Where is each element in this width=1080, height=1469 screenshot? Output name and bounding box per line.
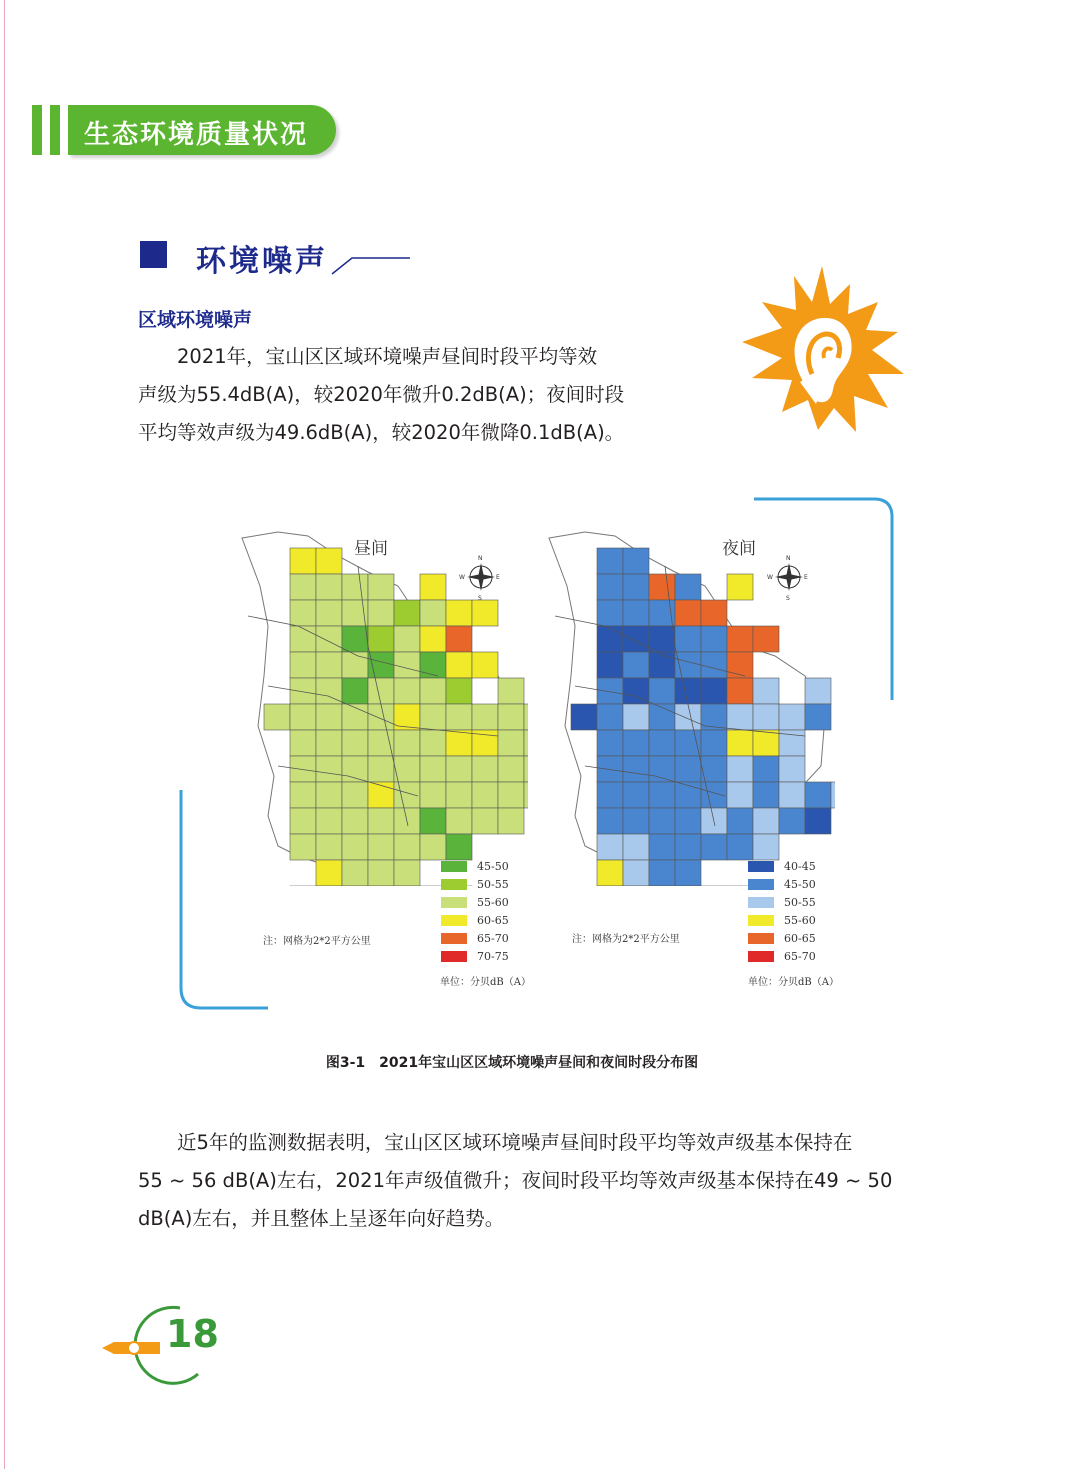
legend-item [748, 896, 858, 910]
grid-cell [446, 600, 472, 626]
grid-cell [675, 834, 701, 860]
paragraph-line: 平均等效声级为49.6dB(A)，较2020年微降0.1dB(A)。 [138, 421, 625, 444]
grid-cell [805, 678, 831, 704]
grid-cell [623, 756, 649, 782]
paragraph-line: 近5年的监测数据表明，宝山区区域环境噪声昼间时段平均等效声级基本保持在 [138, 1131, 853, 1154]
grid-cell [446, 756, 472, 782]
grid-cell [420, 756, 446, 782]
grid-cell [498, 730, 524, 756]
grid-cell [727, 756, 753, 782]
grid-cell [753, 834, 779, 860]
grid-cell [753, 756, 779, 782]
grid-cell [368, 834, 394, 860]
grid-cell [805, 782, 831, 808]
grid-cell [753, 782, 779, 808]
grid-cell [394, 600, 420, 626]
grid-cell [446, 834, 472, 860]
grid-cell [316, 704, 342, 730]
legend-label: 45-50 [784, 878, 816, 891]
grid-cell [779, 704, 805, 730]
grid-cell [342, 808, 368, 834]
grid-cell [524, 704, 528, 730]
grid-cell [394, 678, 420, 704]
legend-item [748, 932, 858, 946]
section-title-underline [330, 252, 412, 276]
grid-cell [701, 834, 727, 860]
grid-cell [342, 782, 368, 808]
grid-cell [701, 782, 727, 808]
grid-cell [701, 678, 727, 704]
grid-cell [701, 600, 727, 626]
grid-cell [420, 704, 446, 730]
grid-cell [316, 860, 342, 886]
banner-stripe [50, 105, 60, 155]
grid-cell [623, 652, 649, 678]
grid-cell [597, 730, 623, 756]
legend-item [441, 932, 551, 946]
legend-swatch [441, 897, 467, 908]
legend-item [748, 878, 858, 892]
grid-cell [472, 600, 498, 626]
grid-cell [675, 704, 701, 730]
grid-cell [571, 704, 597, 730]
grid-cell [368, 782, 394, 808]
grid-cell [446, 730, 472, 756]
grid-cell [264, 704, 290, 730]
grid-cell [420, 626, 446, 652]
intro-paragraph [138, 338, 668, 452]
grid-cell [342, 574, 368, 600]
grid-cell [623, 808, 649, 834]
grid-cell [316, 548, 342, 574]
compass-n-label: N [478, 555, 483, 562]
grid-cell [290, 626, 316, 652]
day-grid-note: 注：网格为2*2平方公里 [263, 936, 371, 947]
grid-cell [446, 678, 472, 704]
night-unit-note: 单位：分贝dB（A） [748, 977, 839, 988]
legend-item [441, 950, 551, 964]
paragraph-line: 声级为55.4dB(A)，较2020年微升0.2dB(A)；夜间时段 [138, 383, 625, 406]
grid-cell [701, 756, 727, 782]
grid-cell [472, 808, 498, 834]
grid-cell [498, 808, 524, 834]
grid-cell [290, 678, 316, 704]
grid-cell [290, 704, 316, 730]
night-compass [766, 553, 812, 603]
grid-cell [727, 652, 753, 678]
grid-cell [368, 626, 394, 652]
compass-n-label: N [786, 555, 791, 562]
grid-cell [316, 756, 342, 782]
grid-cell [368, 808, 394, 834]
grid-cell [675, 756, 701, 782]
grid-cell [597, 834, 623, 860]
legend-label: 55-60 [477, 896, 509, 909]
grid-cell [597, 548, 623, 574]
grid-cell [394, 860, 420, 886]
grid-cell [316, 600, 342, 626]
legend-item [748, 860, 858, 874]
grid-cell [597, 678, 623, 704]
grid-cell [701, 730, 727, 756]
grid-cell [394, 756, 420, 782]
legend-item [748, 950, 858, 964]
grid-cell [342, 730, 368, 756]
grid-cell [675, 730, 701, 756]
grid-cell [316, 808, 342, 834]
figure-caption: 图3-1 2021年宝山区区域环境噪声昼间和夜间时段分布图 [325, 1055, 699, 1071]
grid-cell [623, 860, 649, 886]
grid-cell [727, 834, 753, 860]
compass-w-label: W [459, 574, 465, 581]
banner-stripe [32, 105, 42, 155]
grid-cell [498, 704, 524, 730]
grid-cell [368, 574, 394, 600]
legend-swatch [441, 933, 467, 944]
trend-paragraph [138, 1124, 958, 1238]
grid-cell [675, 626, 701, 652]
grid-cell [675, 808, 701, 834]
legend-item [441, 896, 551, 910]
grid-cell [727, 704, 753, 730]
grid-cell [342, 652, 368, 678]
legend-label: 60-65 [784, 932, 816, 945]
compass-w-label: W [767, 574, 773, 581]
legend-label: 50-55 [784, 896, 816, 909]
grid-cell [472, 652, 498, 678]
grid-cell [675, 574, 701, 600]
compass-e-label: E [496, 574, 500, 581]
grid-cell [753, 730, 779, 756]
grid-cell [420, 730, 446, 756]
grid-cell [753, 808, 779, 834]
legend-label: 45-50 [477, 860, 509, 873]
legend-label: 65-70 [477, 932, 509, 945]
paragraph-line: 2021年，宝山区区域环境噪声昼间时段平均等效 [138, 345, 598, 368]
grid-cell [446, 808, 472, 834]
grid-cell [368, 756, 394, 782]
noise-ear-icon [738, 262, 906, 442]
grid-cell [701, 652, 727, 678]
legend-item [441, 878, 551, 892]
grid-cell [290, 808, 316, 834]
grid-cell [649, 834, 675, 860]
grid-cell [649, 652, 675, 678]
legend-swatch [441, 879, 467, 890]
compass-s-label: S [786, 595, 790, 602]
legend-swatch [748, 951, 774, 962]
legend-swatch [441, 951, 467, 962]
grid-cell [290, 574, 316, 600]
grid-cell [727, 782, 753, 808]
page-number: 18 [166, 1312, 219, 1356]
grid-cell [597, 756, 623, 782]
grid-cell [368, 678, 394, 704]
chapter-title: 生态环境质量状况 [84, 120, 309, 150]
grid-cell [420, 782, 446, 808]
legend-swatch [748, 933, 774, 944]
grid-cell [368, 730, 394, 756]
grid-cell [290, 652, 316, 678]
paragraph-line: 55 ~ 56 dB(A)左右，2021年声级值微升；夜间时段平均等效声级基本保持在49 ~ 50 [138, 1169, 893, 1192]
grid-cell [597, 782, 623, 808]
legend-label: 50-55 [477, 878, 509, 891]
grid-cell [649, 782, 675, 808]
grid-cell [623, 574, 649, 600]
grid-cell [394, 652, 420, 678]
night-grid-note: 注：网格为2*2平方公里 [572, 934, 680, 945]
grid-cell [290, 548, 316, 574]
legend-item [441, 914, 551, 928]
grid-cell [342, 678, 368, 704]
grid-cell [623, 834, 649, 860]
grid-cell [498, 782, 524, 808]
grid-cell [316, 782, 342, 808]
grid-cell [394, 730, 420, 756]
grid-cell [831, 782, 835, 808]
grid-cell [779, 756, 805, 782]
compass-rose-icon [458, 553, 504, 603]
grid-cell [727, 730, 753, 756]
grid-cell [675, 782, 701, 808]
day-map-label: 昼间 [354, 539, 388, 559]
page-edge-line [4, 0, 5, 1469]
grid-cell [420, 652, 446, 678]
grid-cell [446, 626, 472, 652]
grid-cell [727, 678, 753, 704]
grid-cell [779, 782, 805, 808]
legend-swatch [441, 915, 467, 926]
compass-e-label: E [804, 574, 808, 581]
grid-cell [316, 652, 342, 678]
grid-cell [675, 600, 701, 626]
legend-label: 70-75 [477, 950, 509, 963]
grid-cell [649, 626, 675, 652]
grid-cell [368, 600, 394, 626]
grid-cell [623, 782, 649, 808]
grid-cell [623, 730, 649, 756]
grid-cell [524, 782, 528, 808]
grid-cell [290, 730, 316, 756]
legend-label: 60-65 [477, 914, 509, 927]
grid-cell [342, 860, 368, 886]
grid-cell [368, 860, 394, 886]
legend-swatch [748, 915, 774, 926]
grid-cell [701, 626, 727, 652]
grid-cell [446, 704, 472, 730]
grid-cell [649, 574, 675, 600]
compass-rose-icon [766, 553, 812, 603]
grid-cell [316, 730, 342, 756]
grid-cell [623, 704, 649, 730]
compass-s-label: S [478, 595, 482, 602]
grid-cell [420, 678, 446, 704]
grid-cell [623, 626, 649, 652]
legend-swatch [748, 861, 774, 872]
grid-cell [290, 782, 316, 808]
grid-cell [597, 704, 623, 730]
grid-cell [368, 704, 394, 730]
grid-cell [394, 626, 420, 652]
grid-cell [597, 574, 623, 600]
grid-cell [524, 756, 528, 782]
grid-cell [394, 782, 420, 808]
section-marker [140, 241, 167, 268]
grid-cell [649, 860, 675, 886]
grid-cell [597, 652, 623, 678]
grid-cell [675, 678, 701, 704]
grid-cell [498, 756, 524, 782]
grid-cell [316, 626, 342, 652]
subsection-title: 区域环境噪声 [138, 309, 253, 331]
grid-cell [597, 860, 623, 886]
grid-cell [649, 678, 675, 704]
grid-cell [779, 808, 805, 834]
day-unit-note: 单位：分贝dB（A） [440, 977, 531, 988]
grid-cell [394, 834, 420, 860]
grid-cell [290, 756, 316, 782]
grid-cell [342, 834, 368, 860]
grid-cell [727, 808, 753, 834]
legend-label: 55-60 [784, 914, 816, 927]
grid-cell [316, 574, 342, 600]
grid-cell [446, 652, 472, 678]
day-compass [458, 553, 504, 603]
legend-item [441, 860, 551, 874]
grid-cell [753, 704, 779, 730]
grid-cell [420, 808, 446, 834]
grid-cell [316, 834, 342, 860]
grid-cell [290, 600, 316, 626]
legend-swatch [441, 861, 467, 872]
legend-item [748, 914, 858, 928]
legend-label: 40-45 [784, 860, 816, 873]
grid-cell [446, 782, 472, 808]
grid-cell [420, 834, 446, 860]
grid-cell [290, 834, 316, 860]
grid-cell [472, 704, 498, 730]
grid-cell [805, 704, 831, 730]
night-map-label: 夜间 [722, 539, 756, 559]
grid-cell [805, 808, 831, 834]
grid-cell [727, 574, 753, 600]
grid-cell [727, 626, 753, 652]
grid-cell [675, 860, 701, 886]
legend-swatch [748, 879, 774, 890]
grid-cell [623, 548, 649, 574]
grid-cell [597, 600, 623, 626]
grid-cell [649, 730, 675, 756]
grid-cell [342, 626, 368, 652]
legend-label: 65-70 [784, 950, 816, 963]
grid-cell [753, 678, 779, 704]
grid-cell [597, 808, 623, 834]
grid-cell [472, 756, 498, 782]
grid-cell [753, 626, 779, 652]
grid-cell [597, 626, 623, 652]
grid-cell [524, 730, 528, 756]
grid-cell [420, 600, 446, 626]
grid-cell [420, 574, 446, 600]
grid-cell [623, 600, 649, 626]
grid-cell [649, 808, 675, 834]
paragraph-line: dB(A)左右，并且整体上呈逐年向好趋势。 [138, 1207, 505, 1230]
grid-cell [498, 678, 524, 704]
legend-swatch [748, 897, 774, 908]
grid-cell [472, 782, 498, 808]
section-title: 环境噪声 [196, 244, 328, 279]
